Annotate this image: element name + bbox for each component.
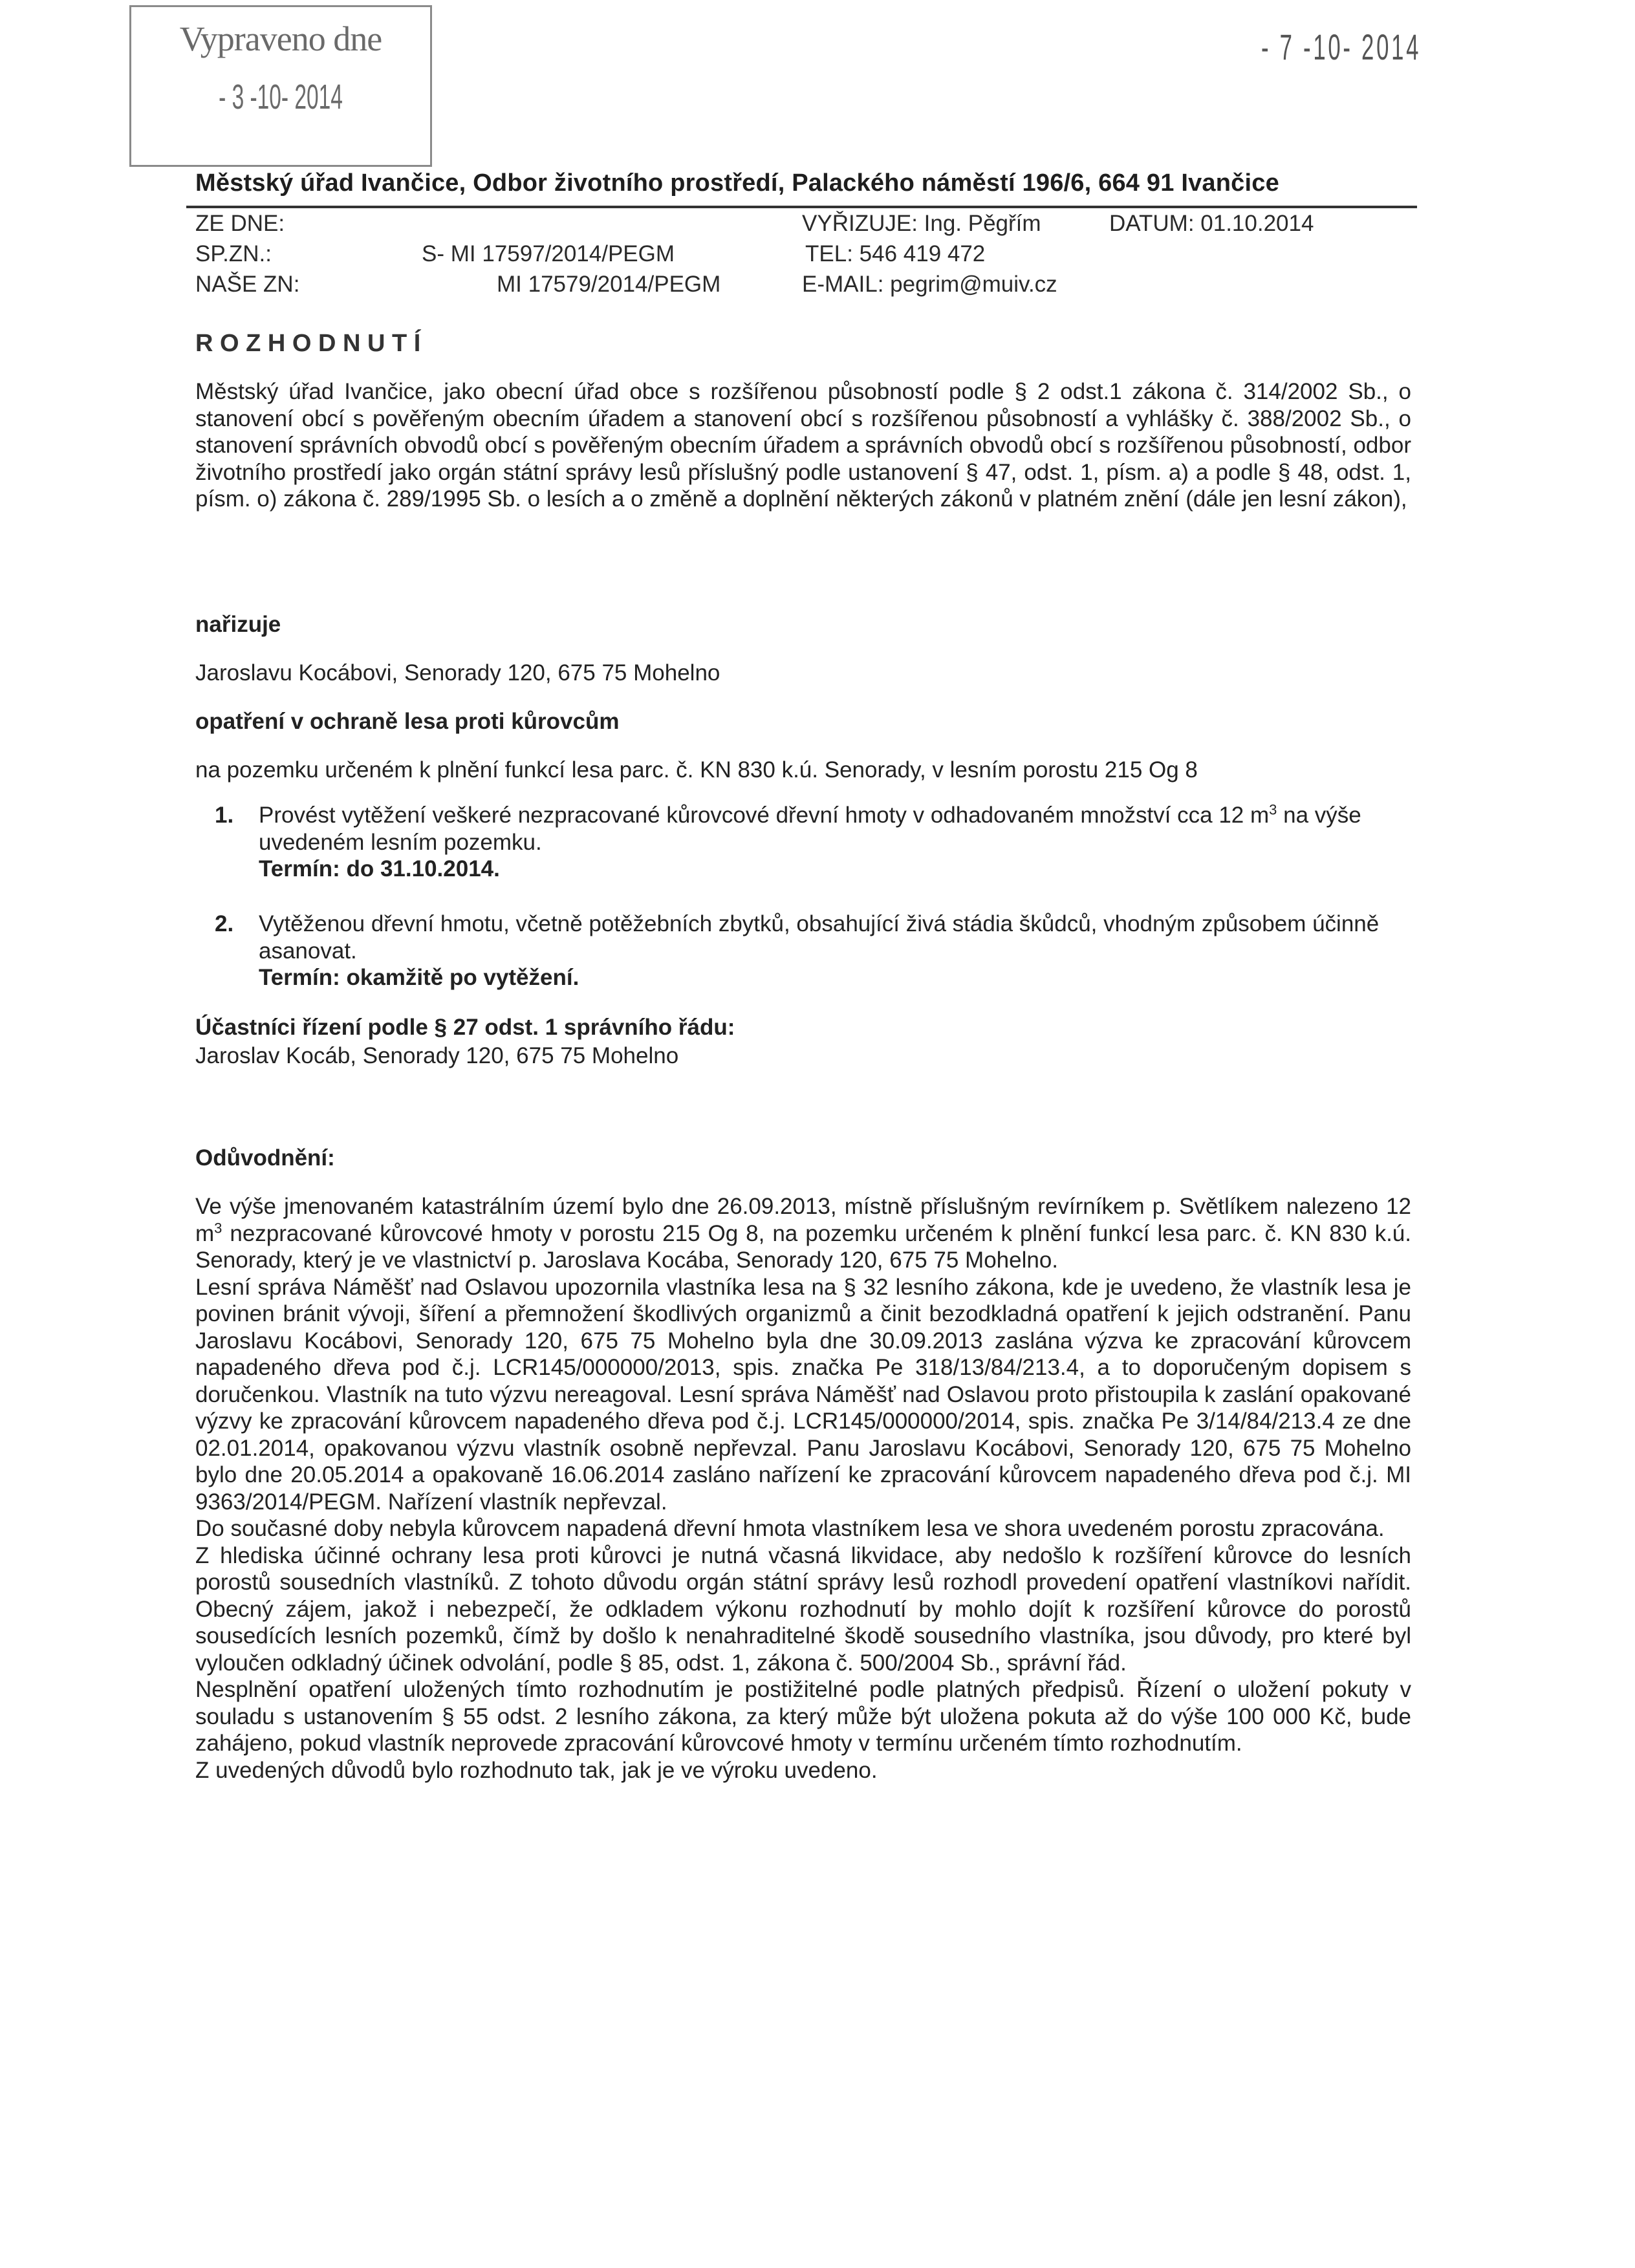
ze-dne-label: ZE DNE: <box>195 211 285 236</box>
orders-label: nařizuje <box>195 612 281 637</box>
decision-title: R O Z H O D N U T Í <box>195 330 421 357</box>
location: na pozemku určeném k plnění funkcí lesa parc. č. KN 830 k.ú. Senorady, v lesním porostu 215 Og 8 <box>195 757 1198 783</box>
measure-title: opatření v ochraně lesa proti kůrovcům <box>195 709 620 734</box>
order-item-1: 1. Provést vytěžení veškeré nezpracované kůrovcové dřevní hmoty v odhadovaném množství cca 12 $m^3$ na výše uvedeném lesním pozemku. Termín: do 31.10.2014. <box>195 802 1411 883</box>
participants: Jaroslav Kocáb, Senorady 120, 675 75 Mohelno <box>195 1043 679 1068</box>
item-number: 2. <box>215 911 234 936</box>
addressee: Jaroslavu Kocábovi, Senorady 120, 675 75 Mohelno <box>195 660 720 686</box>
received-date-stamp: - 7 -10- 2014 <box>1261 27 1422 67</box>
stamp-title: Vypraveno dne <box>179 19 382 58</box>
vyrizuje-field: VYŘIZUJE: Ing. Pěgřím <box>802 211 1041 236</box>
datum-field: DATUM: 01.10.2014 <box>1109 211 1314 236</box>
spzn-label: SP.ZN.: <box>195 241 272 266</box>
email-field: E-MAIL: pegrim@muiv.cz <box>802 272 1057 297</box>
item-number: 1. <box>215 803 234 828</box>
decision-intro: Městský úřad Ivančice, jako obecní úřad obce s rozšířenou působností podle § 2 odst.1 zákona č. 314/2002 Sb., o stanovení obcí s pověřeným obecním úřadem a stanovení obcí s rozšířenou působností a vyhlášky č. 388/2002 Sb., o stanovení správních obvodů obcí s pověřeným obecním úřadem a správních obvodů obcí s rozšířenou působností, odbor životního prostředí jako orgán státní správy lesů příslušný podle ustanovení § 47, odst. 1, písm. a) a podle § 48, odst. 1, písm. o) zákona č. 289/1995 Sb. o lesích a o změně a doplnění některých zákonů v platném znění (dále jen lesní zákon), <box>195 379 1411 512</box>
nase-zn-value: MI 17579/2014/PEGM <box>497 272 721 297</box>
justification-p2: Lesní správa Náměšť nad Oslavou upozornila vlastníka lesa na § 32 lesního zákona, kde je uvedeno, že vlastník lesa je povinen bránit vývoji, šíření a přemnožení škodlivých organizmů a činit bezodkladná opatření k jejich odstranění. Panu Jaroslavu Kocábovi, Senorady 120, 675 75 Mohelno byla dne 30.09.2013 zaslána výzva ke zpracování kůrovcem napadeného dřeva pod č.j. LCR145/000000/2013, spis. značka Pe 318/13/84/213.4, a to doporučeným dopisem s doručenkou. Vlastník na tuto výzvu nereagoval. Lesní správa Náměšť nad Oslavou proto přistoupila k zaslání opakované výzvy ke zpracování kůrovcem napadeného dřeva pod č.j. LCR145/000000/2014, spis. značka Pe 3/14/84/213.4 ze dne 02.01.2014, opakovanou výzvu vlastník osobně nepřevzal. Panu Jaroslavu Kocábovi, Senorady 120, 675 75 Mohelno bylo dne 20.05.2014 a opakovaně 16.06.2014 zasláno nařízení ke zpracování kůrovcem napadeného dřeva pod č.j. MI 9363/2014/PEGM. Nařízení vlastník nepřevzal. <box>195 1274 1411 1515</box>
justification-p5: Nesplnění opatření uložených tímto rozhodnutím je postižitelné podle platných předpisů. Řízení o uložení pokuty v souladu s ustanovením § 55 odst. 2 lesního zákona, za který může být uložena pokuta až do výše 100 000 Kč, bude zahájeno, pokud vlastník neprovede zpracování kůrovcové hmoty v termínu určeném tímto rozhodnutím. <box>195 1677 1411 1756</box>
justification-p1: Ve výše jmenovaném katastrálním území bylo dne 26.09.2013, místně příslušným revírníkem p. Světlíkem nalezeno 12 $m^3$ nezpracované kůrovcové hmoty v porostu 215 Og 8, na pozemku určeném k plnění funkcí lesa parc. č. KN 830 k.ú. Senorady, který je ve vlastnictví p. Jaroslava Kocába, Senorady 120, 675 75 Mohelno. <box>195 1194 1411 1273</box>
justification-p3: Do současné doby nebyla kůrovcem napadená dřevní hmota vlastníkem lesa ve shora uvedeném porostu zpracována. <box>195 1516 1385 1541</box>
dispatch-stamp <box>129 5 432 167</box>
justification-paragraphs <box>195 1193 1411 1784</box>
item-deadline: Termín: do 31.10.2014. <box>259 856 500 881</box>
tel-field: TEL: 546 419 472 <box>805 241 986 266</box>
justification-p6: Z uvedených důvodů bylo rozhodnuto tak, jak je ve výroku uvedeno. <box>195 1757 878 1783</box>
order-item-2: 2. Vytěženou dřevní hmotu, včetně potěžebních zbytků, obsahující živá stádia škůdců, vhodným způsobem účinně asanovat. Termín: okamžitě po vytěžení. <box>195 911 1411 991</box>
justification-p4: Z hlediska účinné ochrany lesa proti kůrovci je nutná včasná likvidace, aby nedošlo k rozšíření kůrovce do lesních porostů sousedních vlastníků. Z tohoto důvodu orgán státní správy lesů rozhodl provedení opatření vlastníkovi nařídit. Obecný zájem, jakož i nebezpečí, že odkladem výkonu rozhodnutí by mohlo dojít k rozšíření kůrovce do porostů sousedících lesních pozemků, čímž by došlo k nenahraditelné škodě sousedního vlastníka, jsou důvody, pro které byl vyloučen odkladný účinek odvolání, podle § 85, odst. 1, zákona č. 500/2004 Sb., správní řád. <box>195 1542 1411 1676</box>
stamp-date: - 3 -10- 2014 <box>219 78 343 116</box>
nase-zn-label: NAŠE ZN: <box>195 272 300 297</box>
spzn-value: S- MI 17597/2014/PEGM <box>422 241 675 266</box>
header-divider <box>186 206 1417 208</box>
participants-title: Účastníci řízení podle § 27 odst. 1 správního řádu: <box>195 1015 735 1040</box>
item-deadline: Termín: okamžitě po vytěžení. <box>259 965 579 990</box>
office-header: Městský úřad Ivančice, Odbor životního prostředí, Palackého náměstí 196/6, 664 91 Ivančice <box>195 169 1279 197</box>
justification-title: Odůvodnění: <box>195 1145 335 1171</box>
